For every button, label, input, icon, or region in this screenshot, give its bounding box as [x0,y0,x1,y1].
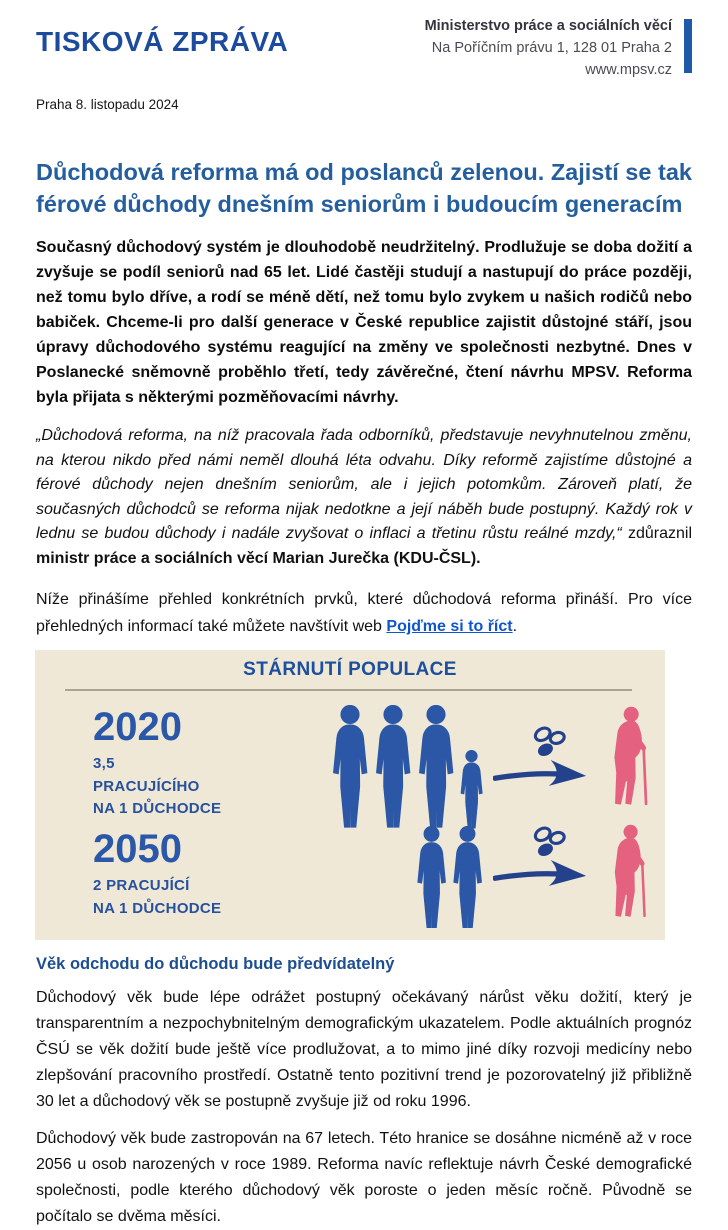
ministry-address: Na Poříčním právu 1, 128 01 Praha 2 [431,39,672,56]
arrow-right-icon [493,853,589,890]
row-2050-retiree [593,823,665,930]
row-2050-label [35,828,223,920]
quote-paragraph [36,424,692,571]
worker-figure-icon [414,826,449,930]
ministry-contact [425,16,672,81]
article-title: Důchodová reforma má od poslanců zelenou. Zajistí se tak férové důchody dnešním seniorům i budoucím generacím [36,159,692,218]
quote-attribution: ministr práce a sociálních věcí Marian Jurečka (KDU-ČSL). [36,549,481,567]
ministry-block [425,16,692,81]
aging-population-infographic [35,650,665,940]
retiree-with-cane-icon [605,705,654,808]
press-release-label: TISKOVÁ ZPRÁVA [36,26,289,57]
row-2020-retiree [593,705,665,830]
row-2020-year: 2020 [93,705,182,749]
link-paragraph [36,586,692,640]
row-2020-label [35,706,223,821]
dateline: Praha 8. listopadu 2024 [36,97,179,113]
row-2050-year: 2050 [93,827,182,872]
worker-figure-icon [329,705,371,830]
row-2050-workers [223,826,489,930]
section-paragraph-2: Důchodový věk bude zastropován na 67 letech. Této hranice se dosáhne nicméně až v roce 2056 u osob narozených v roce 1989. Reforma navíc reflektuje návrh České demografické společnosti, podle kterého důchodový věk poroste o jeden měsíc ročně. Původně se počítalo se dvěma měsíci. [36,1130,692,1226]
arrow-right-icon [493,753,589,790]
section-heading: Věk odchodu do důchodu bude předvídatelný [36,955,395,974]
quote-text: „Důchodová reforma, na níž pracovala řada odborníků, představuje nevyhnutelnou změnu, na kterou nikdo před námi neměl dlouhá léta odvahu. Díky reformě zajistíme důstojné a férové důchody nejen dnešním seniorům, ale i jejich potomkům. Zároveň platí, že současných důchodců se reforma nijak nedotkne a její náběh bude postupný. Každý rok v lednu se budou důchody i nadále zvyšovat o inflaci a třetinu růstu reálné mzdy,“ [36,427,692,543]
row-2050-ratio [93,875,223,920]
link-paragraph-text: Níže přinášíme přehled konkrétních prvků, které důchodová reforma přináší. Pro více přehledných informací také můžete navštívit web [36,591,692,636]
link-paragraph-period: . [512,618,518,636]
infographic-row-2050 [35,818,665,930]
worker-figure-icon [372,705,414,830]
row-2050-transfer [489,825,593,930]
ministry-name: Ministerstvo práce a sociálních věcí [424,18,672,34]
infographic-row-2020 [35,696,665,830]
lead-paragraph: Současný důchodový systém je dlouhodobě neudržitelný. Prodlužuje se doba dožití a zvyšuje se podíl seniorů nad 65 let. Lidé častěji studují a nastupují do práce později, než tomu bylo dříve, a rodí se méně dětí, než tomu bylo zvykem u našich rodičů nebo babiček. Chceme-li pro další generace v České republice zajistit důstojné stáří, jsou úpravy důchodového systému reagující na změny ve společnosti nezbytné. Dnes v Poslanecké sněmovně proběhlo třetí, tedy závěrečné, čtení návrhu MPSV. Reforma byla přijata s některými pozměňovacími návrhy. [36,239,692,407]
quote-attribution-prefix: zdůraznil [621,525,692,543]
row-2050-ratio-line1: 2 PRACUJÍCÍ [93,877,190,895]
ministry-website: www.mpsv.cz [585,61,672,78]
worker-figure-icon [415,705,457,830]
brand-bar [684,19,692,73]
section-paragraph-1: Důchodový věk bude lépe odrážet postupný očekávaný nárůst věku dožití, který je transparentním a nezpochybnitelným demografickým ukazatelem. Podle aktuálních prognóz ČSÚ se věk dožití bude ještě více prodlužovat, a to mimo jiné díky rozvoji medicíny nebo zlepšování pracovního prostředí. Ostatně tento pozitivní trend je pozorovatelný již přibližně 30 let a důchodový věk se postupně zvyšuje již od roku 1996. [36,989,692,1111]
row-2020-workers [223,705,489,830]
header [36,16,692,81]
infographic-title: STÁRNUTÍ POPULACE [243,659,457,681]
infographic-divider [65,689,632,691]
row-2050-ratio-line2: NA 1 DŮCHODCE [93,899,222,917]
pojdme-si-to-rict-link[interactable]: Pojďme si to říct [386,618,513,636]
row-2020-transfer [489,725,593,830]
row-2020-ratio-line2: NA 1 DŮCHODCE [93,800,222,817]
row-2020-ratio [93,753,223,821]
row-2020-ratio-line1: 3,5 PRACUJÍCÍHO [93,755,200,795]
worker-figure-icon [450,826,485,930]
retiree-with-cane-icon [606,823,652,920]
